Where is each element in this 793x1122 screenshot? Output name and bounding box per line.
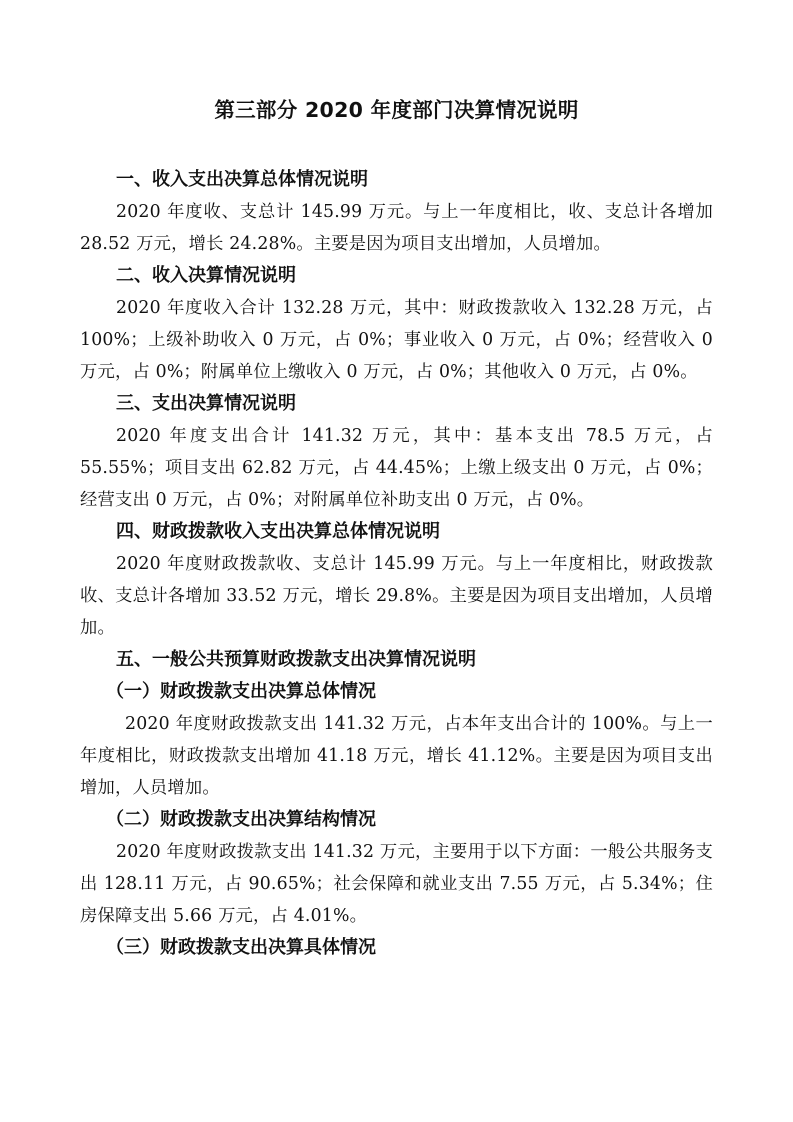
- section-5: [80, 644, 713, 964]
- section-paragraph: 2020 年度财政拨款收、支总计 145.99 万元。与上一年度相比，财政拨款收、支总计各增加 33.52 万元，增长 29.8%。主要是因为项目支出增加，人员增加。: [80, 554, 713, 638]
- section-paragraph: 2020 年度收入合计 132.28 万元，其中：财政拨款收入 132.28 万元，占 100%；上级补助收入 0 万元，占 0%；事业收入 0 万元，占 0%；经营收入 0 万元，占 0%；附属单位上缴收入 0 万元，占 0%；其他收入 0 万元，占 0%。: [80, 298, 713, 382]
- section-2: [80, 260, 713, 388]
- subsection-2: [80, 804, 713, 932]
- subsection-heading: （一）财政拨款支出决算总体情况: [106, 681, 376, 702]
- subsection-3: [80, 932, 713, 964]
- subsection-1: [80, 676, 713, 804]
- section-heading: 一、收入支出决算总体情况说明: [116, 169, 368, 190]
- section-heading: 四、财政拨款收入支出决算总体情况说明: [116, 521, 440, 542]
- section-heading: 三、支出决算情况说明: [116, 393, 296, 414]
- section-paragraph: 2020 年度支出合计 141.32 万元，其中：基本支出 78.5 万元，占 55.55%；项目支出 62.82 万元，占 44.45%；上缴上级支出 0 万元，占 0%；经营支出 0 万元，占 0%；对附属单位补助支出 0 万元，占 0%。: [80, 426, 713, 510]
- section-4: [80, 516, 713, 644]
- document-title: 第三部分 2020 年度部门决算情况说明: [214, 98, 579, 122]
- section-heading: 二、收入决算情况说明: [116, 265, 296, 286]
- subsection-paragraph: 2020 年度财政拨款支出 141.32 万元，占本年支出合计的 100%。与上一年度相比，财政拨款支出增加 41.18 万元，增长 41.12%。主要是因为项目支出增加，人员增加。: [80, 714, 713, 798]
- subsection-heading: （二）财政拨款支出决算结构情况: [106, 809, 376, 830]
- subsection-heading: （三）财政拨款支出决算具体情况: [106, 937, 376, 958]
- subsection-paragraph: 2020 年度财政拨款支出 141.32 万元，主要用于以下方面：一般公共服务支出 128.11 万元，占 90.65%；社会保障和就业支出 7.55 万元，占 5.34%；住房保障支出 5.66 万元，占 4.01%。: [80, 842, 713, 926]
- section-1: [80, 164, 713, 260]
- section-3: [80, 388, 713, 516]
- section-paragraph: 2020 年度收、支总计 145.99 万元。与上一年度相比，收、支总计各增加 28.52 万元，增长 24.28%。主要是因为项目支出增加，人员增加。: [80, 202, 713, 254]
- section-heading: 五、一般公共预算财政拨款支出决算情况说明: [116, 649, 476, 670]
